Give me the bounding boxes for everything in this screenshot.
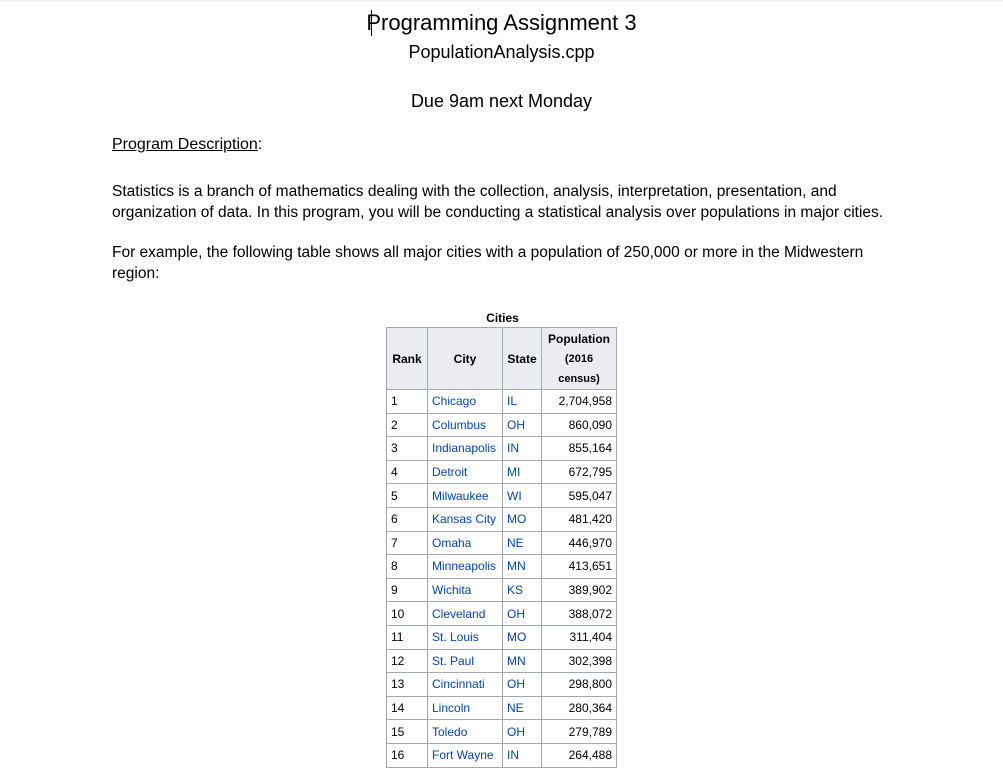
- city-link[interactable]: Wichita: [428, 578, 503, 602]
- state-link[interactable]: NE: [503, 531, 542, 555]
- document-top-edge: [0, 0, 1003, 2]
- table-row: [387, 531, 617, 555]
- file-name[interactable]: PopulationAnalysis.cpp: [408, 42, 595, 62]
- city-link[interactable]: Minneapolis: [428, 555, 503, 579]
- header-population-label: Population: [548, 331, 610, 346]
- city-link[interactable]: Toledo: [428, 720, 503, 744]
- population-cell: 298,800: [542, 673, 617, 697]
- state-link[interactable]: MN: [503, 649, 542, 673]
- rank-cell: 6: [387, 507, 428, 531]
- state-link[interactable]: WI: [503, 484, 542, 508]
- population-cell: 264,488: [542, 743, 617, 767]
- due-date[interactable]: Due 9am next Monday: [410, 91, 593, 111]
- population-cell: 388,072: [542, 602, 617, 626]
- table-row: [387, 484, 617, 508]
- rank-cell: 9: [387, 578, 428, 602]
- section-heading-text: Program Description: [112, 136, 258, 153]
- population-cell: 860,090: [542, 413, 617, 437]
- table-row: [387, 696, 617, 720]
- rank-cell: 4: [387, 460, 428, 484]
- header-population-sub2: census): [558, 372, 600, 385]
- city-link[interactable]: Cleveland: [428, 602, 503, 626]
- description-paragraph[interactable]: Statistics is a branch of mathematics dealing with the collection, analysis, interpretation, presentation, and organization of data. In this program, you will be conducting a statistical analysis over populations in major cities.: [112, 183, 884, 221]
- rank-cell: 8: [387, 555, 428, 579]
- table-row: [387, 743, 617, 767]
- table-header-row: [387, 328, 617, 390]
- rank-cell: 15: [387, 720, 428, 744]
- state-link[interactable]: OH: [503, 602, 542, 626]
- table-row: [387, 555, 617, 579]
- table-row: [387, 507, 617, 531]
- city-link[interactable]: St. Louis: [428, 625, 503, 649]
- table-row: [387, 602, 617, 626]
- table-row: [387, 390, 617, 414]
- city-link[interactable]: Lincoln: [428, 696, 503, 720]
- page-title[interactable]: Programming Assignment 3: [366, 10, 637, 35]
- population-cell: 595,047: [542, 484, 617, 508]
- section-heading-colon: :: [257, 136, 263, 153]
- table-row: [387, 437, 617, 461]
- rank-cell: 5: [387, 484, 428, 508]
- population-cell: 2,704,958: [542, 390, 617, 414]
- section-heading[interactable]: [112, 134, 262, 156]
- population-cell: 672,795: [542, 460, 617, 484]
- table-caption: Cities: [486, 311, 519, 325]
- state-link[interactable]: KS: [503, 578, 542, 602]
- city-link[interactable]: Chicago: [428, 390, 503, 414]
- city-link[interactable]: Indianapolis: [428, 437, 503, 461]
- population-cell: 279,789: [542, 720, 617, 744]
- table-row: [387, 720, 617, 744]
- state-link[interactable]: MO: [503, 625, 542, 649]
- rank-cell: 10: [387, 602, 428, 626]
- example-paragraph[interactable]: For example, the following table shows all major cities with a population of 250,000 or more in the Midwestern region:: [112, 244, 864, 282]
- rank-cell: 12: [387, 649, 428, 673]
- state-link[interactable]: IN: [503, 743, 542, 767]
- rank-cell: 16: [387, 743, 428, 767]
- state-link[interactable]: MN: [503, 555, 542, 579]
- state-link[interactable]: MO: [503, 507, 542, 531]
- city-link[interactable]: Kansas City: [428, 507, 503, 531]
- state-link[interactable]: OH: [503, 673, 542, 697]
- rank-cell: 1: [387, 390, 428, 414]
- table-row: [387, 578, 617, 602]
- city-link[interactable]: Fort Wayne: [428, 743, 503, 767]
- rank-cell: 11: [387, 625, 428, 649]
- population-cell: 280,364: [542, 696, 617, 720]
- rank-cell: 3: [387, 437, 428, 461]
- city-link[interactable]: St. Paul: [428, 649, 503, 673]
- state-link[interactable]: NE: [503, 696, 542, 720]
- city-link[interactable]: Detroit: [428, 460, 503, 484]
- table-row: [387, 649, 617, 673]
- state-link[interactable]: MI: [503, 460, 542, 484]
- table-row: [387, 413, 617, 437]
- population-cell: 311,404: [542, 625, 617, 649]
- rank-cell: 7: [387, 531, 428, 555]
- population-cell: 389,902: [542, 578, 617, 602]
- city-link[interactable]: Milwaukee: [428, 484, 503, 508]
- state-link[interactable]: IL: [503, 390, 542, 414]
- table-body: [387, 390, 617, 768]
- table-row: [387, 673, 617, 697]
- city-link[interactable]: Cincinnati: [428, 673, 503, 697]
- population-cell: 481,420: [542, 507, 617, 531]
- table-row: [387, 625, 617, 649]
- state-link[interactable]: OH: [503, 720, 542, 744]
- cities-table: [386, 327, 617, 768]
- header-population-sub1: (2016: [564, 352, 594, 365]
- city-link[interactable]: Omaha: [428, 531, 503, 555]
- table-row: [387, 460, 617, 484]
- population-cell: 855,164: [542, 437, 617, 461]
- population-cell: 413,651: [542, 555, 617, 579]
- population-cell: 302,398: [542, 649, 617, 673]
- header-population: [542, 328, 617, 390]
- population-cell: 446,970: [542, 531, 617, 555]
- rank-cell: 14: [387, 696, 428, 720]
- state-link[interactable]: IN: [503, 437, 542, 461]
- city-link[interactable]: Columbus: [428, 413, 503, 437]
- rank-cell: 13: [387, 673, 428, 697]
- header-rank: Rank: [387, 328, 428, 390]
- header-city: City: [428, 328, 503, 390]
- header-state: State: [503, 328, 542, 390]
- rank-cell: 2: [387, 413, 428, 437]
- state-link[interactable]: OH: [503, 413, 542, 437]
